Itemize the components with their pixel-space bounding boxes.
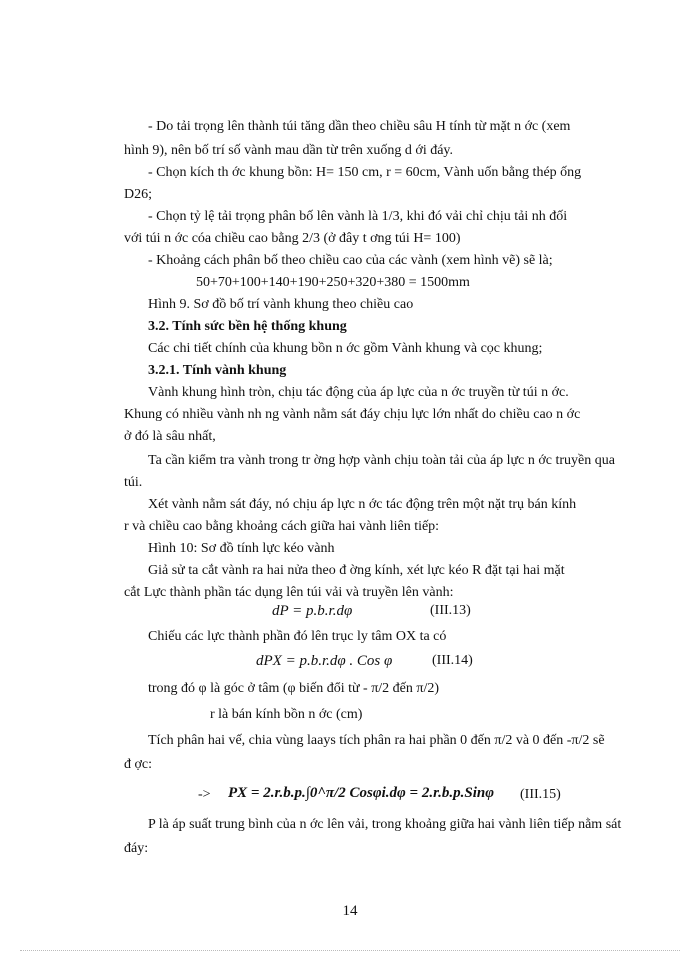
text-line: Ta cần kiểm tra vành trong tr ờng hợp vành chịu toàn tải của áp lực n ớc truyền qua [148,453,615,468]
text-line: túi. [124,475,143,490]
page-number: 14 [342,903,358,919]
text-line: đáy: [124,841,149,856]
text-line: hình 9), nên bố trí số vành mau dần từ trên xuống d ới đáy. [124,143,454,158]
text-line: Xét vành nằm sát đáy, nó chịu áp lực n ớc tác động trên một nặt trụ bán kính [148,497,577,512]
equation-14: dPX = p.b.r.dφ . Cos φ [256,653,393,669]
text-line: - Chọn kích th ớc khung bồn: H= 150 cm, r = 60cm, Vành uốn bằng thép ống [148,165,582,180]
text-line: trong đó φ là góc ở tâm (φ biến đổi từ - π/2 đến π/2) [148,681,440,696]
text-line: Giả sử ta cắt vành ra hai nửa theo đ ờng kính, xét lực kéo R đặt tại hai mặt [148,563,565,578]
text-line: Các chi tiết chính của khung bồn n ớc gồm Vành khung và cọc khung; [148,341,543,356]
equation-13: dP = p.b.r.dφ [272,603,353,619]
text-line: với túi n ớc cóa chiều cao bằng 2/3 (ở đây t ơng túi H= 100) [124,231,461,246]
text-line: D26; [124,187,152,202]
text-line: Khung có nhiều vành nh ng vành nằm sát đáy chịu lực lớn nhất do chiều cao n ớc [124,407,581,422]
equation-14-label: (III.14) [432,653,473,668]
equation-15-label: (III.15) [520,787,561,802]
text-line: cắt Lực thành phần tác dụng lên túi vải và truyền lên vành: [124,585,454,600]
text-line: r và chiều cao bằng khoảng cách giữa hai vành liên tiếp: [124,519,440,534]
text-line: 50+70+100+140+190+250+320+380 = 1500mm [196,275,470,290]
text-line: - Do tải trọng lên thành túi tăng dần theo chiều sâu H tính từ mặt n ớc (xem [148,119,571,134]
text-line: P là áp suất trung bình của n ớc lên vải, trong khoảng giữa hai vành liên tiếp nằm sát [148,817,622,832]
footer-divider [20,950,680,951]
figure-caption: Hình 9. Sơ đồ bố trí vành khung theo chiều cao [148,297,414,312]
figure-caption: Hình 10: Sơ đồ tính lực kéo vành [148,541,335,556]
text-line: - Chọn tỷ lệ tải trọng phân bố lên vành là 1/3, khi đó vải chỉ chịu tải nh đối [148,209,568,224]
equation-15-arrow: -> [198,787,211,802]
subsection-heading: 3.2.1. Tính vành khung [148,363,287,378]
text-line: - Khoảng cách phân bố theo chiều cao của các vành (xem hình vẽ) sẽ là; [148,253,553,268]
text-line: Tích phân hai vế, chia vùng laays tích phân ra hai phần 0 đến π/2 và 0 đến -π/2 sẽ [148,733,605,748]
section-heading: 3.2. Tính sức bền hệ thống khung [148,319,347,334]
equation-15: PX = 2.r.b.p.∫0^π/2 Cosφi.dφ = 2.r.b.p.Sinφ [228,785,494,801]
text-line: ở đó là sâu nhất, [124,429,216,444]
text-line: Vành khung hình tròn, chịu tác động của áp lực của n ớc truyền từ túi n ớc. [148,385,569,400]
equation-13-label: (III.13) [430,603,471,618]
text-line: r là bán kính bồn n ớc (cm) [210,707,363,722]
text-line: Chiếu các lực thành phần đó lên trục ly tâm OX ta có [148,629,447,644]
text-line: đ ợc: [124,757,153,772]
